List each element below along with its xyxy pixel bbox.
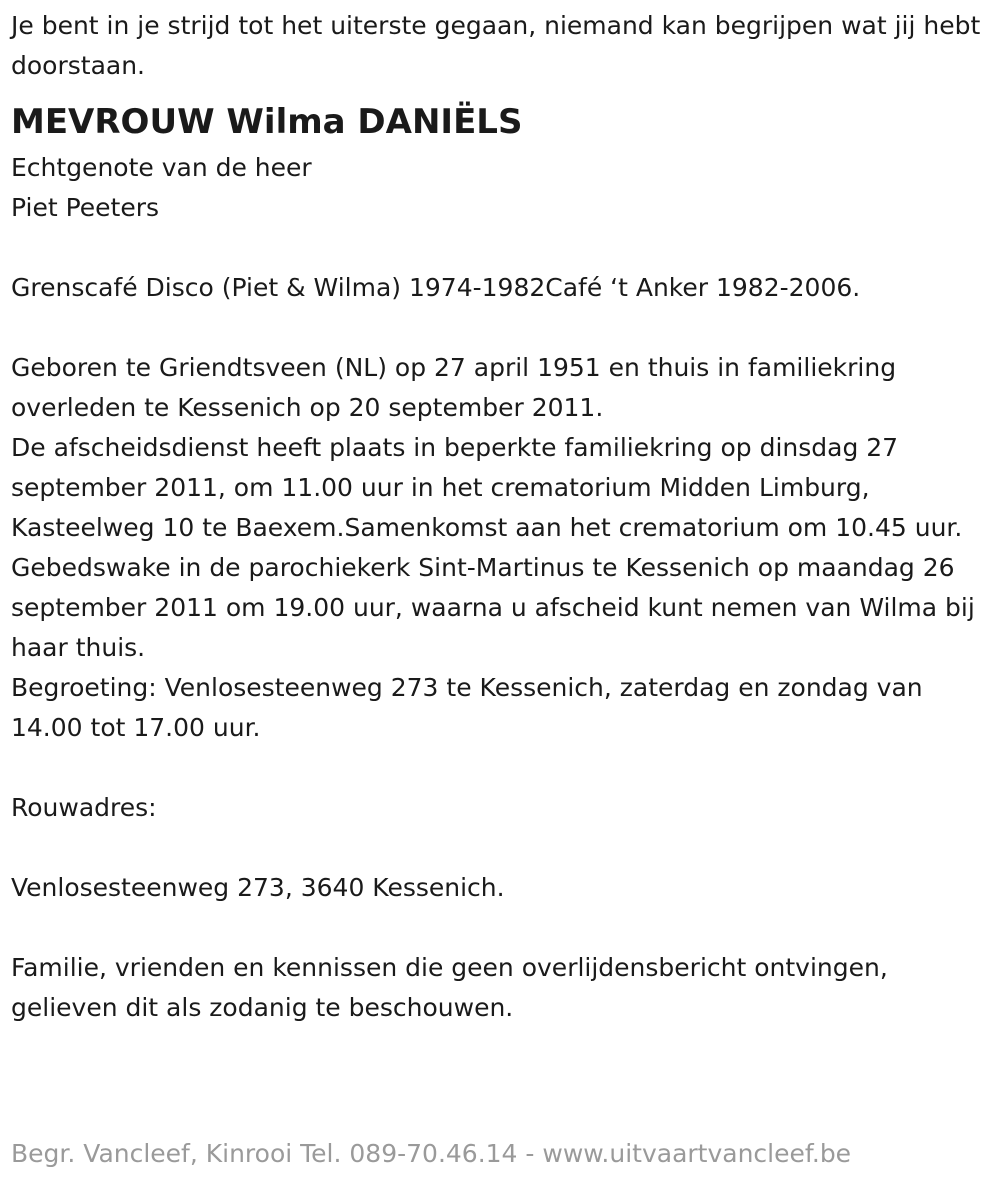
mourning-address-label: Rouwadres:: [11, 793, 157, 822]
birth-death-info: Geboren te Griendtsveen (NL) op 27 april 1951 en thuis in familiekring overleden te Kessenich op 20 september 2011.: [11, 353, 897, 422]
spacer: [11, 748, 1000, 788]
cafe-history: Grenscafé Disco (Piet & Wilma) 1974-1982Café ‘t Anker 1982-2006.: [11, 273, 861, 302]
mourning-address: Venlosesteenweg 273, 3640 Kessenich.: [11, 873, 505, 902]
spacer: [11, 908, 1000, 948]
spacer: [11, 228, 1000, 268]
spouse-line-1: Echtgenote van de heer: [11, 153, 312, 182]
spacer: [11, 828, 1000, 868]
deceased-name-heading: MEVROUW Wilma DANIËLS: [11, 102, 523, 142]
funeral-service-info: De afscheidsdienst heeft plaats in beperkte familiekring op dinsdag 27 september 2011, om 11.00 uur in het crematorium Midden Limburg, Kasteelweg 10 te Baexem.Samenkomst aan het crematorium om 10.45 uur.: [11, 433, 963, 542]
spacer: [11, 308, 1000, 348]
prayer-wake-info: Gebedswake in de parochiekerk Sint-Martinus te Kessenich op maandag 26 september 2011 om 19.00 uur, waarna u afscheid kunt nemen van Wilma bij haar thuis.: [11, 553, 975, 662]
visitation-info: Begroeting: Venlosesteenweg 273 te Kessenich, zaterdag en zondag van 14.00 tot 17.00 uur.: [11, 673, 923, 742]
opening-quote: Je bent in je strijd tot het uiterste gegaan, niemand kan begrijpen wat jij hebt doorstaan.: [11, 11, 981, 80]
spouse-line-2: Piet Peeters: [11, 193, 160, 222]
funeral-home-footer: Begr. Vancleef, Kinrooi Tel. 089-70.46.14 - www.uitvaartvancleef.be: [11, 1139, 852, 1168]
family-notice: Familie, vrienden en kennissen die geen overlijdensbericht ontvingen, gelieven dit als zodanig te beschouwen.: [11, 953, 888, 1022]
